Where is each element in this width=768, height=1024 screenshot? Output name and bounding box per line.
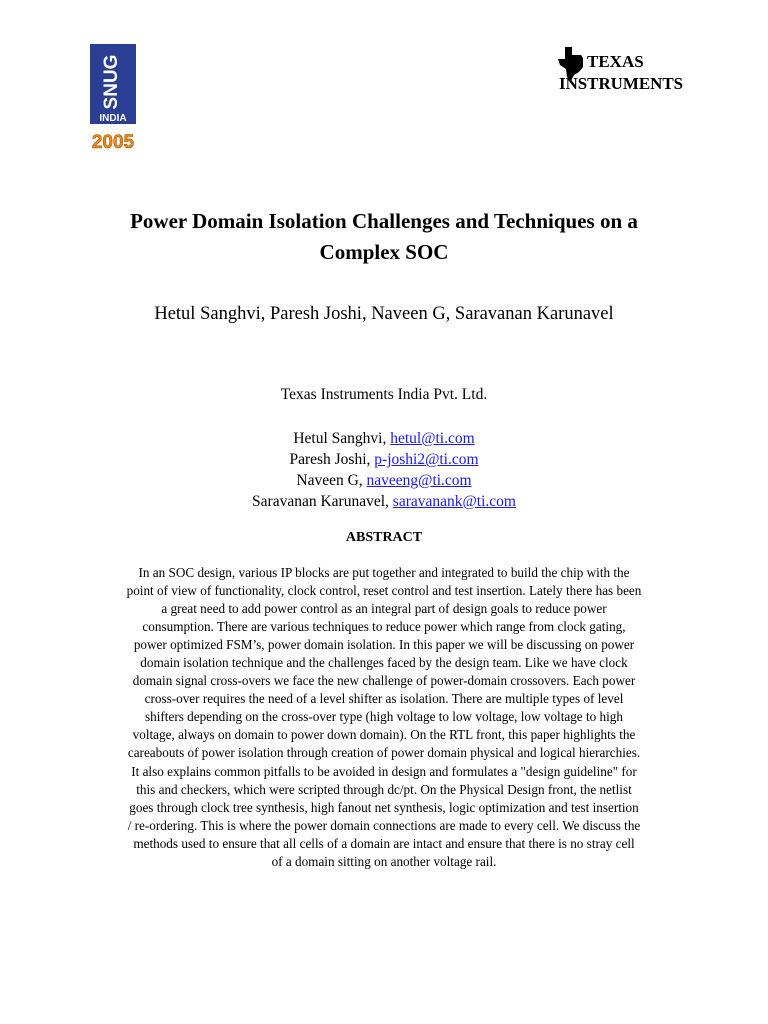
email-link[interactable]: naveeng@ti.com — [366, 472, 472, 489]
contact-row — [40, 428, 728, 449]
author-list: Hetul Sanghvi, Paresh Joshi, Naveen G, Saravanan Karunavel — [154, 304, 614, 324]
contact-name: Naveen G, — [296, 472, 367, 489]
abstract-body — [94, 564, 674, 871]
abstract-line: / re-ordering. This is where the power domain connections are made to every cell. We discuss the — [127, 817, 641, 833]
ti-logo-line2: INSTRUMENTS — [559, 74, 683, 93]
contact-list — [40, 428, 728, 512]
abstract-line: power optimized FSM’s, power domain isolation. In this paper we will be discussing on power — [133, 637, 635, 653]
abstract-line: goes through clock tree synthesis, high fanout net synthesis, logic optimization and test insertion — [129, 799, 639, 815]
abstract-line: of a domain sitting on another voltage rail. — [271, 853, 497, 869]
abstract-line: this and checkers, which were scripted through dc/pt. On the Physical Design front, the netlist — [136, 781, 632, 797]
title-line: Complex SOC — [319, 240, 449, 264]
snug-logo-year: 2005 — [91, 132, 135, 152]
contact-row — [40, 470, 728, 491]
abstract-line: It also explains common pitfalls to be avoided in design and formulates a "design guideline" for — [131, 763, 637, 779]
email-link[interactable]: p-joshi2@ti.com — [374, 451, 479, 468]
organization: Texas Instruments India Pvt. Ltd. — [280, 386, 488, 403]
snug-logo-letters: SNUG — [101, 54, 122, 110]
ti-logo-line1: TEXAS — [587, 52, 644, 71]
abstract-line: voltage, always on domain to power down domain). On the RTL front, this paper highlights the — [132, 727, 636, 743]
email-link[interactable]: saravanank@ti.com — [392, 493, 516, 510]
contact-row — [40, 449, 728, 470]
contact-name: Paresh Joshi, — [289, 451, 375, 468]
email-link[interactable]: hetul@ti.com — [390, 430, 475, 447]
abstract-line: shifters depending on the cross-over type (high voltage to low voltage, low voltage to high — [145, 709, 623, 725]
paper-title — [60, 206, 708, 268]
abstract-line: domain signal cross-overs we face the new challenge of power-domain crossovers. Each power — [132, 673, 636, 689]
abstract-line: cross-over requires the need of a level shifter as isolation. There are multiple types of level — [144, 691, 624, 707]
abstract-line: methods used to ensure that all cells of a domain are intact and ensure that there is no stray cell — [133, 835, 635, 851]
abstract-line: domain isolation technique and the challenges faced by the design team. Like we have clock — [140, 655, 628, 671]
contact-name: Saravanan Karunavel, — [252, 493, 393, 510]
abstract-line: point of view of functionality, clock control, reset control and test insertion. Lately there has been — [126, 583, 642, 599]
contact-name: Hetul Sanghvi, — [293, 430, 391, 447]
snug-logo-region: INDIA — [99, 113, 127, 124]
abstract-line: consumption. There are various techniques to reduce power which range from clock gating, — [142, 619, 626, 635]
title-line: Power Domain Isolation Challenges and Techniques on a — [130, 209, 638, 233]
snug-india-2005-logo — [90, 44, 136, 152]
contact-row — [40, 491, 728, 512]
abstract-line: In an SOC design, various IP blocks are put together and integrated to build the chip with the — [138, 565, 630, 580]
abstract-line: a great need to add power control as an integral part of design goals to reduce power — [161, 601, 607, 617]
abstract-heading: ABSTRACT — [345, 530, 423, 545]
abstract-line: careabouts of power isolation through creation of power domain physical and logical hierarchies. — [127, 745, 641, 761]
texas-instruments-logo — [557, 45, 685, 93]
